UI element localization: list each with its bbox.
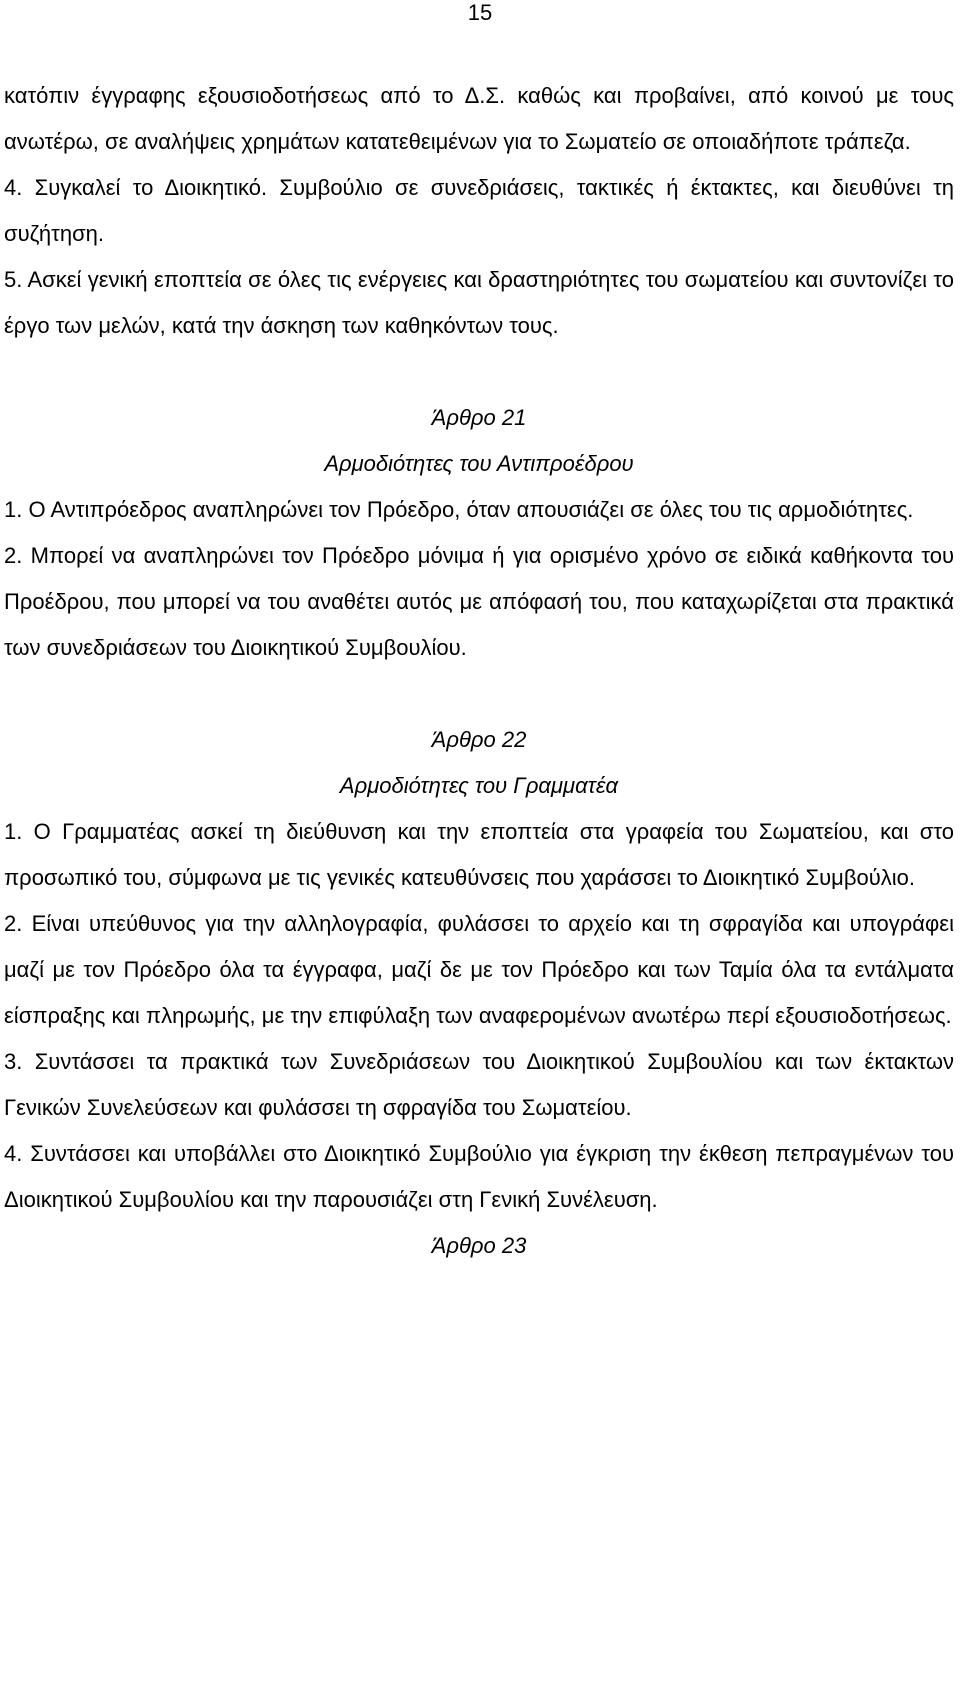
article-22-item-1: 1. Ο Γραμματέας ασκεί τη διεύθυνση και την εποπτεία στα γραφεία του Σωματείου, και στο προσωπικό του, σύμφωνα με τις γενικές κατευθύνσεις που χαράσσει το Διοικητικό Συμβούλιο. bbox=[4, 819, 954, 890]
paragraph-item-4: 4. Συγκαλεί το Διοικητικό. Συμβούλιο σε συνεδριάσεις, τακτικές ή έκτακτες, και διευθύνει τη συζήτηση. bbox=[4, 175, 954, 246]
article-23 bbox=[4, 1223, 954, 1269]
section-gap bbox=[4, 349, 954, 395]
article-22-item-2: 2. Είναι υπεύθυνος για την αλληλογραφία, φυλάσσει το αρχείο και τη σφραγίδα και υπογράφει μαζί με τον Πρόεδρο όλα τα έγγραφα, μαζί δε με τον Πρόεδρο και των Ταμία όλα τα εντάλματα είσπραξης και πληρωμής, με την επιφύλαξη των αναφερομένων ανωτέρω περί εξουσιοδοτήσεως. bbox=[4, 911, 954, 1028]
article-21 bbox=[4, 395, 954, 671]
article-21-subheading: Αρμοδιότητες του Αντιπροέδρου bbox=[324, 451, 634, 476]
article-21-item-2: 2. Μπορεί να αναπληρώνει τον Πρόεδρο μόνιμα ή για ορισμένο χρόνο σε ειδικά καθήκοντα του Προέδρου, που μπορεί να του αναθέτει αυτός με απόφασή του, που καταχωρίζεται στα πρακτικά των συνεδριάσεων του Διοικητικού Συμβουλίου. bbox=[4, 543, 954, 660]
article-21-heading: Άρθρο 21 bbox=[431, 405, 527, 430]
article-23-heading: Άρθρο 23 bbox=[431, 1233, 527, 1258]
article-22-heading: Άρθρο 22 bbox=[431, 727, 527, 752]
document-body bbox=[4, 73, 954, 1269]
article-22-item-3: 3. Συντάσσει τα πρακτικά των Συνεδριάσεων του Διοικητικού Συμβουλίου και των έκτακτων Γενικών Συνελεύσεων και φυλάσσει τη σφραγίδα του Σωματείου. bbox=[4, 1049, 954, 1120]
article-22 bbox=[4, 717, 954, 1223]
article-22-subheading: Αρμοδιότητες του Γραμματέα bbox=[339, 773, 619, 798]
article-22-item-4: 4. Συντάσσει και υποβάλλει στο Διοικητικό Συμβούλιο για έγκριση την έκθεση πεπραγμένων του Διοικητικού Συμβουλίου και την παρουσιάζει στη Γενική Συνέλευση. bbox=[4, 1141, 954, 1212]
section-gap bbox=[4, 671, 954, 717]
article-21-item-1: 1. Ο Αντιπρόεδρος αναπληρώνει τον Πρόεδρο, όταν απουσιάζει σε όλες του τις αρμοδιότητες. bbox=[4, 497, 914, 522]
paragraph-continuation: κατόπιν έγγραφης εξουσιοδοτήσεως από το Δ.Σ. καθώς και προβαίνει, από κοινού με τους ανωτέρω, σε αναλήψεις χρημάτων κατατεθειμένων για το Σωματείο σε οποιαδήποτε τράπεζα. bbox=[4, 83, 954, 154]
paragraph-item-5: 5. Ασκεί γενική εποπτεία σε όλες τις ενέργειες και δραστηριότητες του σωματείου και συντονίζει το έργο των μελών, κατά την άσκηση των καθηκόντων τους. bbox=[4, 267, 954, 338]
page-number: 15 bbox=[467, 0, 493, 25]
